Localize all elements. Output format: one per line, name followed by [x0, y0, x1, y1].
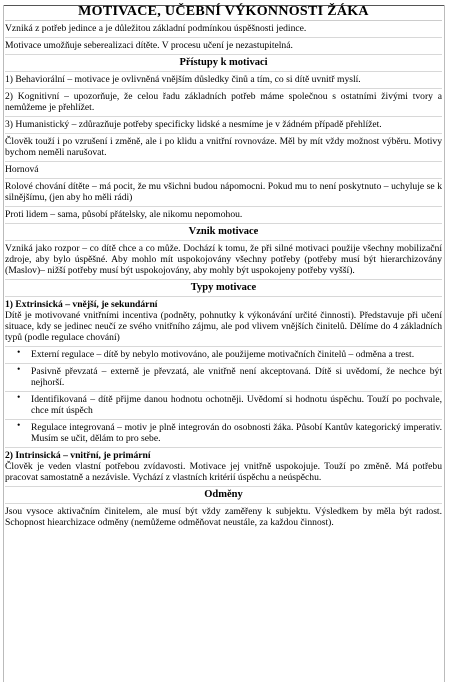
extrinsic-paragraph: Dítě je motivované vnitřními incentiva (podněty, pohnutky k výkonávání určité činnosti). Představuje při učení situace, kdy se jedinec neučí ze svého vnitřního zájmu, ale pod vlivem vnějších činitelů. Dělíme do 4 základních typů (podle regulace chování) [5, 310, 442, 343]
bullet-icon: • [17, 392, 21, 403]
intro-paragraph-2: Motivace umožňuje seberealizaci dítěte. V procesu učení je nezastupitelná. [5, 40, 293, 51]
list-item [5, 347, 442, 364]
list-item [5, 364, 442, 392]
bullet-identified: Identifikovaná – dítě přijme danou hodnotu ochotněji. Uvědomí si hodnotu úspěchu. Touží po pochvale, chce mít úspěch [31, 394, 442, 416]
bullet-external-regulation: Externí regulace – dítě by nebylo motivováno, ale použijeme motivačních činitelů – odměna a trest. [31, 349, 415, 360]
approach-note-author: Hornová [5, 164, 39, 175]
extrinsic-heading: 1) Extrinsická – vnější, je sekundární [5, 299, 158, 310]
approach-humanistic: 3) Humanistický – zdůrazňuje potřeby specificky lidské a nesmíme je v žádném případě přehlížet. [5, 119, 382, 130]
section-heading-types: Typy motivace [5, 280, 442, 297]
bullet-icon: • [17, 347, 21, 358]
document-title: MOTIVACE, UČEBNÍ VÝKONNOSTI ŽÁKA [5, 4, 442, 21]
approach-cognitive: 2) Kognitivní – upozorňuje, že celou řadu základních potřeb máme společnou s ostatními živými tvory a nemůžeme je přehlížet. [5, 91, 442, 113]
intrinsic-heading: 2) Intrinsická – vnitřní, je primární [5, 450, 151, 461]
section-heading-rewards: Odměny [5, 487, 442, 504]
section-heading-origin: Vznik motivace [5, 224, 442, 241]
left-border [3, 5, 4, 682]
section-heading-approaches: Přístupy k motivaci [5, 55, 442, 72]
bullet-icon: • [17, 420, 21, 431]
approach-note-against: Proti lidem – sama, působí přátelsky, ale nikomu nepomohou. [5, 209, 243, 220]
right-border [444, 5, 445, 682]
approach-behavioral: 1) Behaviorální – motivace je ovlivněná vnějším důsledky činů a tím, co si dítě uvnitř myslí. [5, 74, 361, 85]
document-content [5, 4, 442, 531]
bullet-passive: Pasivně převzatá – externě je převzatá, ale vnitřně není akceptovaná. Dítě si uvědomí, že nechce být nejhorší. [31, 366, 442, 388]
rewards-paragraph: Jsou vysoce aktivačním činitelem, ale musí být vždy zaměřeny k subjektu. Výsledkem by měla být radost. Schopnost hiearchizace odměny (nemůžeme odměňovat neustále, za každou činnost). [5, 506, 442, 528]
list-item [5, 420, 442, 448]
approach-note-1: Člověk touží i po vzrušení i změně, ale i po klidu a vnitřní rovnováze. Měl by mít vždy možnost výběru. Motivy bychom neměli narušovat. [5, 136, 442, 158]
approach-note-role: Rolové chování dítěte – má pocit, že mu všichni budou nápomocni. Pokud mu to není poskytnuto – uchyluje se k silnějšímu, (jen aby ho měli rádi) [5, 181, 442, 203]
bullet-icon: • [17, 364, 21, 375]
bullet-integrated: Regulace integrovaná – motiv je plně integrován do osobnosti žáka. Působí Kantův kategorický imperativ. Musím se učit, dělám to pro sebe. [31, 422, 442, 444]
list-item [5, 392, 442, 420]
intrinsic-paragraph: Člověk je veden vlastní potřebou zvídavosti. Motivace jej vnitřně uspokojuje. Touží po změně. Má potřebu pracovat samostatně a nezávisle. Vychází z vlastních kritérií úspěchu a neúspěchu. [5, 461, 442, 483]
origin-paragraph: Vzniká jako rozpor – co dítě chce a co může. Dochází k tomu, že při silné motivaci použije všechny mobilizační zdroje, aby bylo úspěšné. Aby mohlo mít uspokojovány všechny potřeby (potřeby musí být hierarchizovány (Maslov)– nižší potřeby musí být uspokojovány, aby mohly být uspokojeny potřeby vyšší). [5, 243, 442, 276]
intro-paragraph-1: Vzniká z potřeb jedince a je důležitou základní podmínkou úspěšnosti jedince. [5, 23, 307, 34]
